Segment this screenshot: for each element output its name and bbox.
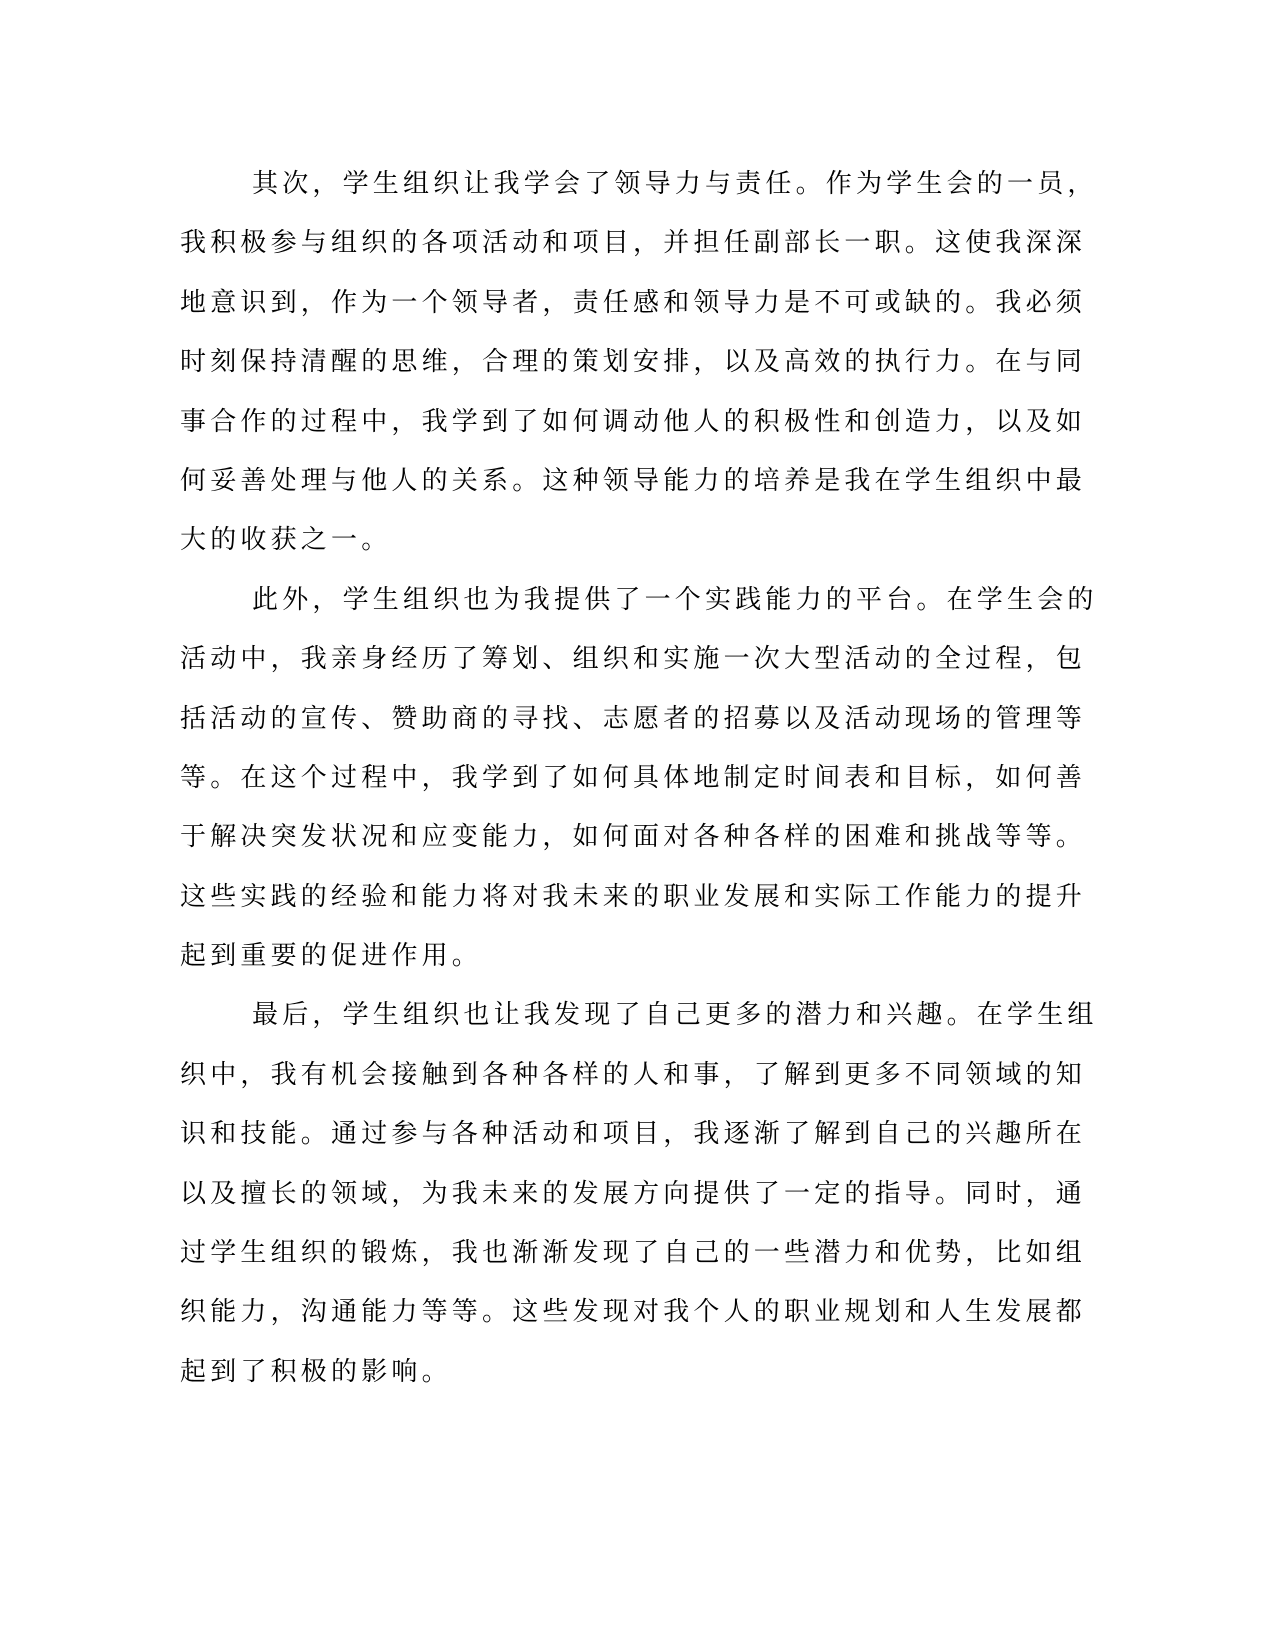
text-line: 织能力，沟通能力等等。这些发现对我个人的职业规划和人生发展都 [180, 1297, 1087, 1328]
text-line: 括活动的宣传、赞助商的寻找、志愿者的招募以及活动现场的管理等 [180, 703, 1087, 734]
text-line: 事合作的过程中，我学到了如何调动他人的积极性和创造力，以及如 [180, 406, 1087, 437]
text-line: 此外，学生组织也为我提供了一个实践能力的平台。在学生会的 [252, 584, 1098, 615]
paragraph-potential [180, 986, 1098, 1402]
document-body [180, 155, 1098, 1402]
text-line: 等。在这个过程中，我学到了如何具体地制定时间表和目标，如何善 [180, 762, 1087, 793]
text-line: 地意识到，作为一个领导者，责任感和领导力是不可或缺的。我必须 [180, 287, 1087, 318]
paragraph-practice [180, 571, 1098, 987]
text-line: 我积极参与组织的各项活动和项目，并担任副部长一职。这使我深深 [180, 228, 1087, 259]
text-line: 其次，学生组织让我学会了领导力与责任。作为学生会的一员， [252, 169, 1098, 199]
text-line: 起到重要的促进作用。 [180, 941, 483, 972]
paragraph-leadership [180, 155, 1098, 571]
text-line: 起到了积极的影响。 [180, 1356, 452, 1387]
text-line: 最后，学生组织也让我发现了自己更多的潜力和兴趣。在学生组 [252, 1000, 1098, 1031]
text-line: 大的收获之一。 [180, 525, 392, 556]
text-line: 时刻保持清醒的思维，合理的策划安排，以及高效的执行力。在与同 [180, 347, 1087, 378]
text-line: 何妥善处理与他人的关系。这种领导能力的培养是我在学生组织中最 [180, 465, 1087, 496]
text-line: 织中，我有机会接触到各种各样的人和事，了解到更多不同领域的知 [180, 1059, 1087, 1090]
text-line: 活动中，我亲身经历了筹划、组织和实施一次大型活动的全过程，包 [180, 644, 1087, 675]
text-line: 以及擅长的领域，为我未来的发展方向提供了一定的指导。同时，通 [180, 1178, 1087, 1209]
text-line: 这些实践的经验和能力将对我未来的职业发展和实际工作能力的提升 [180, 881, 1087, 912]
text-line: 过学生组织的锻炼，我也渐渐发现了自己的一些潜力和优势，比如组 [180, 1238, 1087, 1269]
text-line: 于解决突发状况和应变能力，如何面对各种各样的困难和挑战等等。 [180, 822, 1087, 853]
text-line: 识和技能。通过参与各种活动和项目，我逐渐了解到自己的兴趣所在 [180, 1119, 1087, 1150]
